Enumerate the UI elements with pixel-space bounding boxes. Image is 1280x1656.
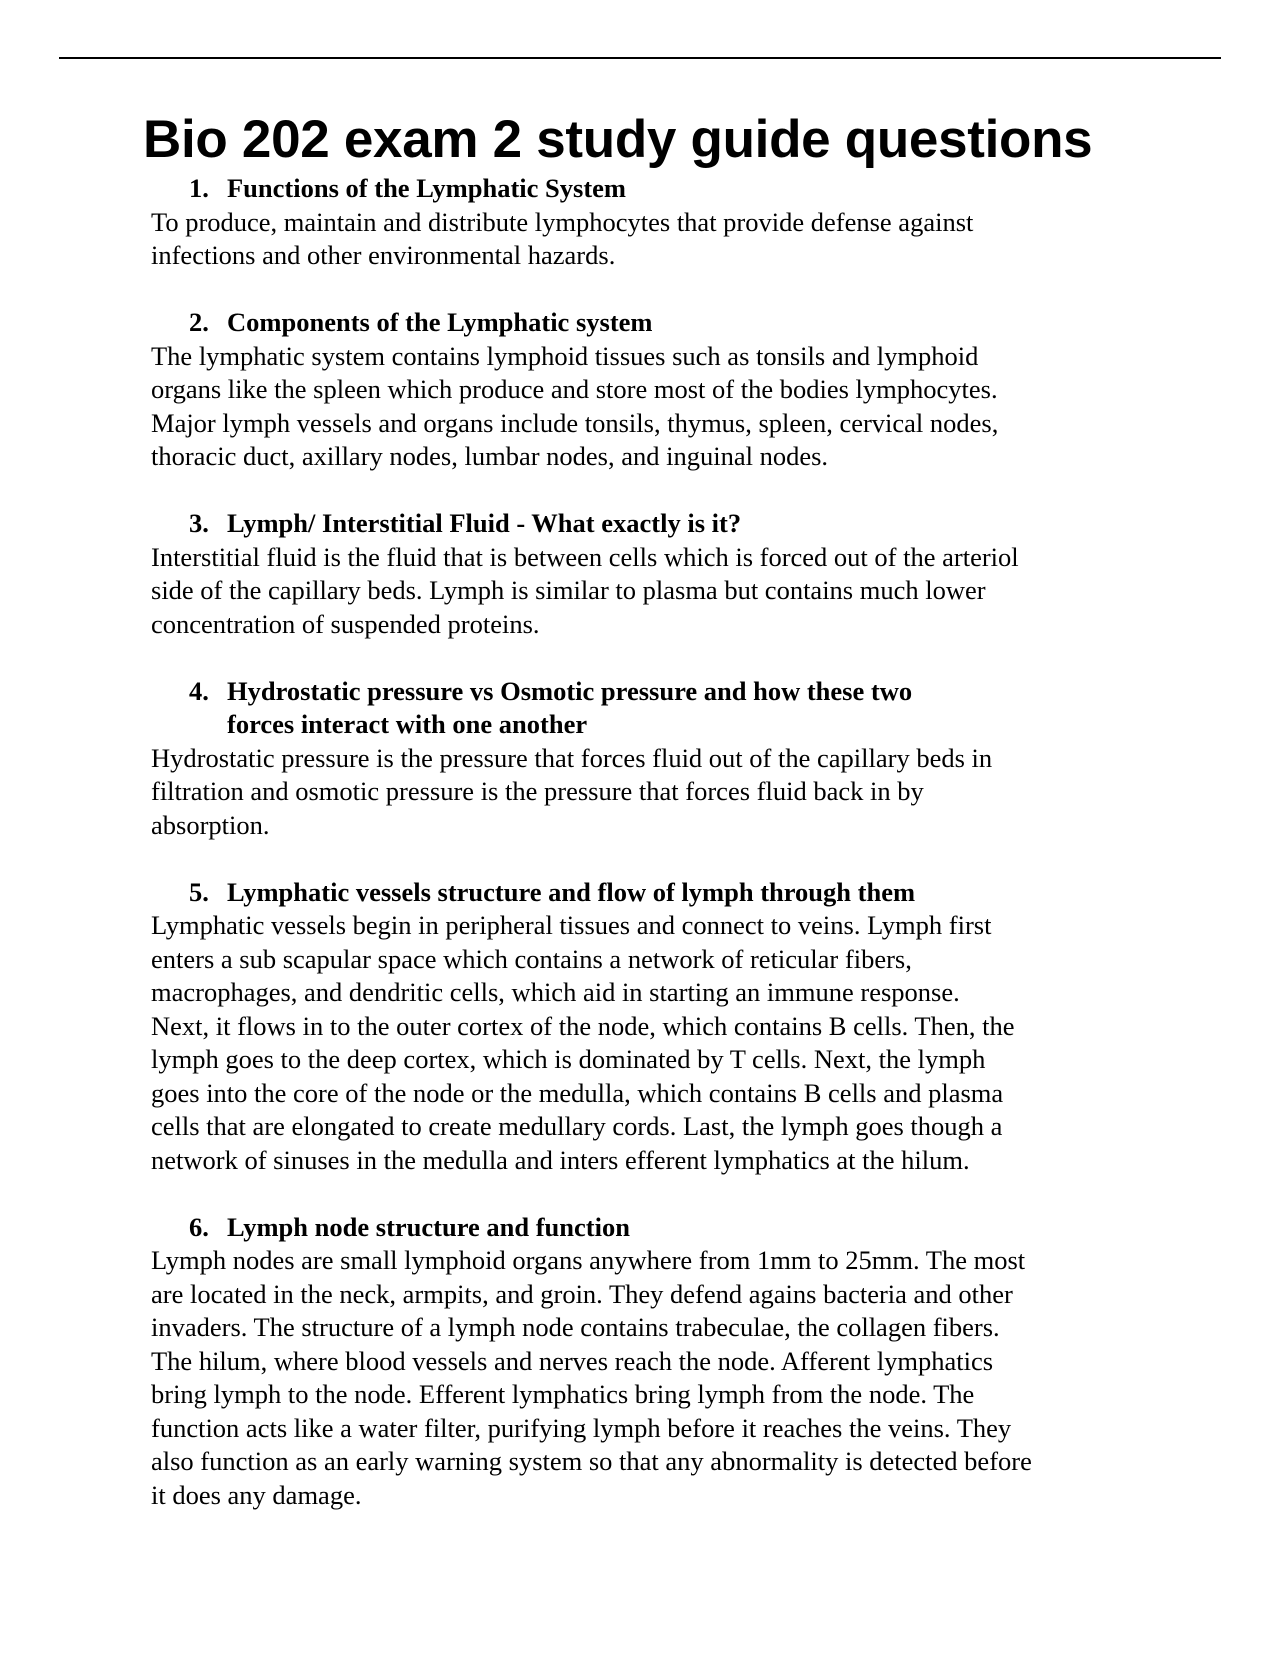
answer-text: Hydrostatic pressure is the pressure that forces fluid out of the capillary beds in filtration and osmotic pressure is the pressure that forces fluid back in by absorption.	[151, 742, 993, 840]
question-block-4	[151, 675, 1151, 843]
question-block-1	[151, 172, 1151, 273]
question-heading	[151, 876, 1151, 910]
question-heading	[151, 172, 1151, 206]
answer-text: Lymph nodes are small lymphoid organs anywhere from 1mm to 25mm. The most are located in the neck, armpits, and groin. They defend agains bacteria and other invaders. The structure of a lymph node contains trabeculae, the collagen fibers. The hilum, where blood vessels and nerves reach the node. Afferent lymphatics bring lymph to the node. Efferent lymphatics bring lymph from the node. The function acts like a water filter, purifying lymph before it reaches the veins. They also function as an early warning system so that any abnormality is detected before it does any damage.	[151, 1245, 1032, 1510]
answer-text: The lymphatic system contains lymphoid tissues such as tonsils and lymphoid organs like the spleen which produce and store most of the bodies lymphocytes. Major lymph vessels and organs include tonsils, thymus, spleen, cervical nodes, thoracic duct, axillary nodes, lumbar nodes, and inguinal nodes.	[151, 340, 999, 471]
document-title: Bio 202 exam 2 study guide questions	[143, 110, 1093, 169]
question-text: Functions of the Lymphatic System	[227, 173, 626, 203]
question-block-5	[151, 876, 1151, 1178]
answer-text: To produce, maintain and distribute lymphocytes that provide defense against infections and other environmental hazards.	[151, 206, 974, 270]
answer-text: Interstitial fluid is the fluid that is between cells which is forced out of the arteriol side of the capillary beds. Lymph is similar to plasma but contains much lower concentration of suspended proteins.	[151, 541, 1019, 639]
question-number: 6.	[189, 1211, 209, 1242]
question-number: 1.	[189, 173, 209, 203]
question-heading	[151, 675, 1151, 742]
question-number: 4.	[189, 675, 209, 706]
question-block-3	[151, 507, 1151, 641]
question-heading	[151, 507, 1151, 541]
question-text: Lymph/ Interstitial Fluid - What exactly is it?	[227, 508, 742, 538]
question-block-6	[151, 1211, 1151, 1513]
question-block-2	[151, 306, 1151, 474]
question-number: 3.	[189, 508, 209, 538]
document-body	[143, 108, 1151, 1512]
answer-text: Lymphatic vessels begin in peripheral tissues and connect to veins. Lymph first enters a sub scapular space which contains a network of reticular fibers, macrophages, and dendritic cells, which aid in starting an immune response. Next, it flows in to the outer cortex of the node, which contains B cells. Then, the lymph goes to the deep cortex, which is dominated by T cells. Next, the lymph goes into the core of the node or the medulla, which contains B cells and plasma cells that are elongated to create medullary cords. Last, the lymph goes though a network of sinuses in the medulla and inters efferent lymphatics at the hilum.	[151, 910, 1015, 1175]
question-text: Components of the Lymphatic system	[227, 307, 653, 337]
question-text: Lymph node structure and function	[227, 1211, 630, 1242]
question-heading	[151, 306, 1151, 340]
header-rule	[59, 57, 1221, 59]
question-number: 5.	[189, 876, 209, 907]
question-text: Hydrostatic pressure vs Osmotic pressure and how these two forces interact with one another	[227, 675, 913, 739]
question-heading	[151, 1211, 1151, 1245]
question-number: 2.	[189, 307, 209, 337]
question-text: Lymphatic vessels structure and flow of lymph through them	[227, 876, 916, 907]
